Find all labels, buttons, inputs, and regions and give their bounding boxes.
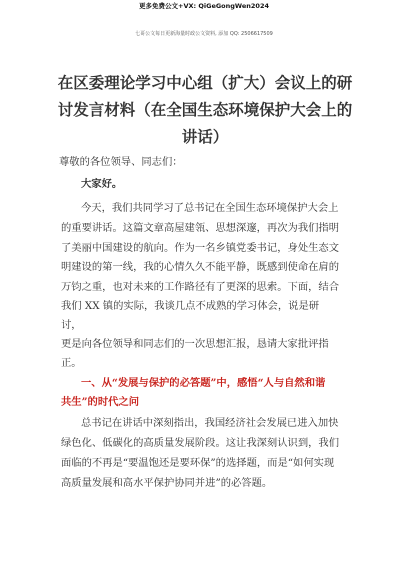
document-title	[52, 70, 358, 151]
paragraph-line: 明建设的第一线，我的心情久久不能平静，既感到使命在肩的	[61, 261, 340, 273]
paragraph-line: 绿色化、低碳化的高质量发展阶段。这让我深刻认识到，我们	[61, 437, 340, 449]
paragraph-line: 的重要讲话。这篇文章高屋建瓴、思想深邃，再次为我们指明	[61, 222, 340, 234]
paragraph-line: 我们 XX 镇的实际，我谈几点不成熟的学习体会，说是研	[61, 300, 320, 312]
section-heading-line: 一、从“发展与保护的必答题”中，感悟“人与自然和谐	[81, 377, 326, 389]
salutation: 尊敬的各位领导、同志们：	[59, 156, 183, 168]
paragraph-line: 讨，	[61, 319, 82, 331]
document-subheader: 七哥公文每日更新海量时政公文资料, 添加 QQ: 2506617509	[135, 31, 273, 37]
paragraph-line: 了美丽中国建设的航向。作为一名乡镇党委书记，身处生态文	[61, 242, 340, 254]
paragraph-line: 高质量发展和高水平保护协同并进”的必答题。	[61, 477, 273, 489]
paragraph-line: 万钧之重，也对未来的工作路径有了更深的思索。下面，结合	[61, 281, 340, 293]
title-line: 在区委理论学习中心组（扩大）会议上的研	[57, 74, 353, 92]
title-line: 讲话）	[181, 128, 229, 146]
paragraph-line: 面临的不再是“要温饱还是要环保”的选择题，而是“如何实现	[61, 457, 335, 469]
paragraph-line: 正。	[61, 357, 82, 369]
paragraph-line: 今天，我们共同学习了总书记在全国生态环境保护大会上	[81, 202, 339, 214]
top-banner-text: 更多免费公文+VX: QiGeGongWen2024	[139, 2, 269, 10]
greeting: 大家好。	[81, 178, 123, 190]
paragraph-line: 更是向各位领导和同志们的一次思想汇报，恳请大家批评指	[61, 338, 329, 350]
title-line: 讨发言材料（在全国生态环境保护大会上的	[57, 101, 353, 119]
section-heading-line: 共生”的时代之问	[61, 396, 140, 408]
top-banner	[0, 0, 408, 11]
paragraph-line: 总书记在讲话中深刻指出，我国经济社会发展已进入加快	[81, 417, 339, 429]
